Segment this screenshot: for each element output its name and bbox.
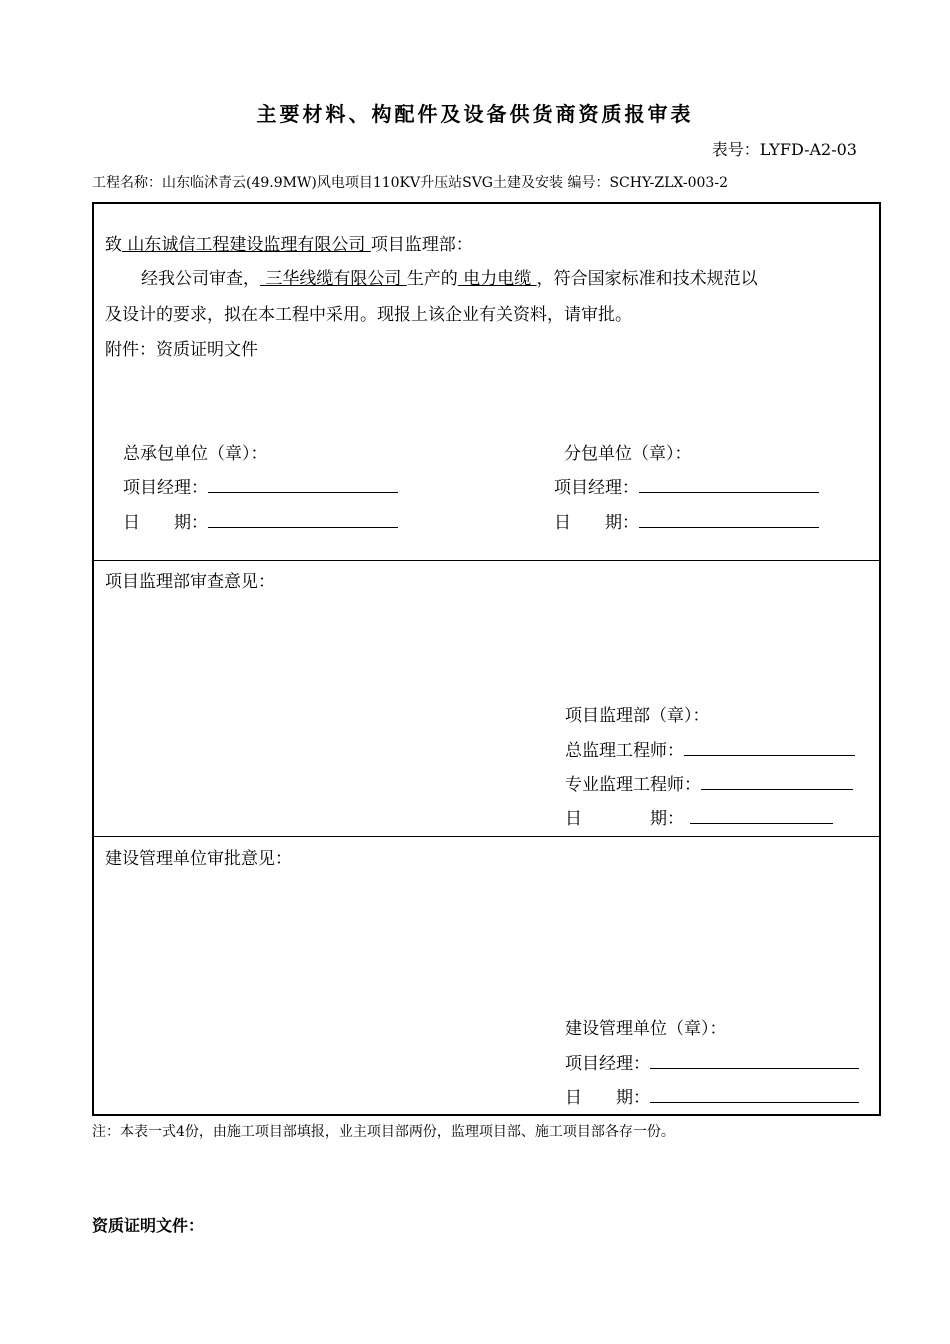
body-line-1 xyxy=(141,264,758,289)
attachment-label: 附件：资质证明文件 xyxy=(105,340,258,360)
section-divider-1 xyxy=(94,560,879,561)
addressee-line xyxy=(105,230,473,255)
supplier-name: 三华线缆有限公司 xyxy=(260,269,407,289)
left-date-label: 日 期： xyxy=(123,513,208,533)
right-date-row xyxy=(554,508,819,533)
supervision-date-line[interactable] xyxy=(690,807,833,824)
project-line: 工程名称：山东临沭青云(49.9MW)风电项目110KV升压站SVG土建及安装 编号：SCHY-ZLX-003-2 xyxy=(92,175,728,191)
supervision-dept-seal: 项目监理部（章）： xyxy=(565,706,710,726)
left-manager-signature-line[interactable] xyxy=(208,476,398,493)
chief-engineer-label: 总监理工程师： xyxy=(565,741,684,761)
owner-manager-signature-line[interactable] xyxy=(650,1052,859,1069)
addressee-prefix: 致 xyxy=(105,235,122,255)
supervision-date-row xyxy=(565,804,833,829)
supervision-review-heading: 项目监理部审查意见： xyxy=(105,572,275,592)
right-date-line[interactable] xyxy=(639,511,819,528)
body-text-b: 生产的 xyxy=(406,269,458,289)
section-divider-2 xyxy=(94,836,879,837)
owner-approval-heading: 建设管理单位审批意见： xyxy=(105,849,292,869)
left-manager-label: 项目经理： xyxy=(123,478,208,498)
specialist-engineer-row xyxy=(565,770,853,795)
owner-date-line[interactable] xyxy=(650,1086,859,1103)
left-date-line[interactable] xyxy=(208,511,398,528)
subcontractor-seal: 分包单位（章）： xyxy=(564,444,692,464)
addressee-company: 山东诚信工程建设监理有限公司 xyxy=(122,235,371,255)
left-manager-row xyxy=(123,473,398,498)
right-date-label: 日 期： xyxy=(554,513,639,533)
product-name: 电力电缆 xyxy=(457,269,537,289)
owner-manager-label: 项目经理： xyxy=(565,1054,650,1074)
page-title: 主要材料、构配件及设备供货商资质报审表 xyxy=(256,102,694,126)
body-text-a: 经我公司审查， xyxy=(141,269,260,289)
right-manager-label: 项目经理： xyxy=(554,478,639,498)
owner-date-row xyxy=(565,1083,859,1108)
specialist-engineer-label: 专业监理工程师： xyxy=(565,775,701,795)
table-number: 表号：LYFD-A2-03 xyxy=(711,140,857,159)
owner-unit-seal: 建设管理单位（章）： xyxy=(565,1019,727,1039)
left-date-row xyxy=(123,508,398,533)
owner-manager-row xyxy=(565,1049,859,1074)
chief-engineer-signature-line[interactable] xyxy=(684,739,855,756)
addressee-suffix: 项目监理部： xyxy=(370,235,473,255)
body-line-2: 及设计的要求，拟在本工程中采用。现报上该企业有关资料，请审批。 xyxy=(105,305,632,325)
attachment-heading: 资质证明文件： xyxy=(92,1216,205,1235)
right-manager-signature-line[interactable] xyxy=(639,476,819,493)
owner-date-label: 日 期： xyxy=(565,1088,650,1108)
specialist-engineer-signature-line[interactable] xyxy=(701,773,853,790)
chief-engineer-row xyxy=(565,736,855,761)
form-frame xyxy=(92,202,881,1116)
general-contractor-seal: 总承包单位（章）： xyxy=(123,444,268,464)
body-text-c: ，符合国家标准和技术规范以 xyxy=(536,269,758,289)
supervision-date-label: 日 期： xyxy=(565,809,684,829)
right-manager-row xyxy=(554,473,819,498)
footnote: 注：本表一式4份，由施工项目部填报，业主项目部两份，监理项目部、施工项目部各存一份。 xyxy=(92,1124,675,1140)
